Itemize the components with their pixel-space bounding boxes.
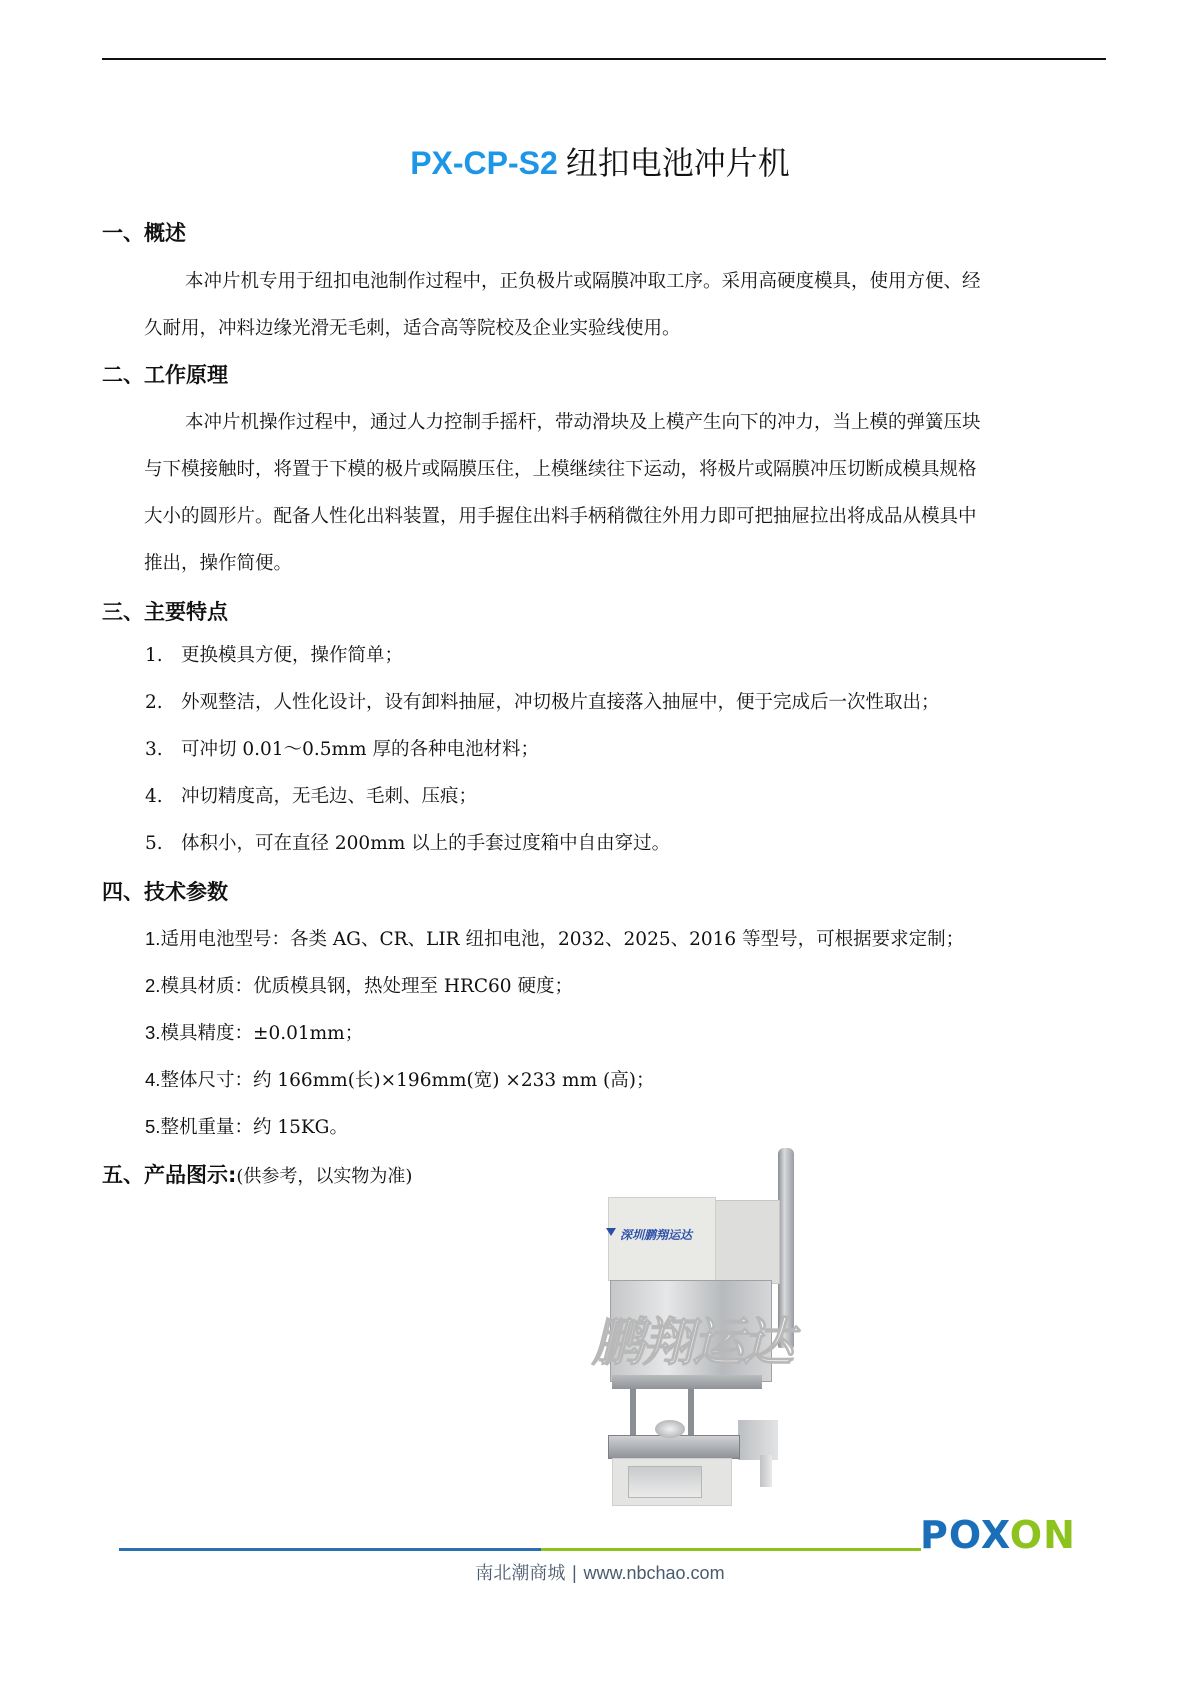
footer-site-link[interactable]: www.nbchao.com xyxy=(583,1563,725,1583)
principle-paragraph xyxy=(144,399,1106,587)
guide-post xyxy=(688,1389,694,1439)
section-heading-features: 三、主要特点 xyxy=(102,600,228,624)
feature-item: 3. 可冲切 0.01～0.5mm 厚的各种电池材料； xyxy=(145,739,539,760)
footer-rule-blue xyxy=(119,1548,541,1551)
footer-text xyxy=(0,1560,1200,1587)
section-heading-principle: 二、工作原理 xyxy=(102,363,228,387)
spec-item: 1.适用电池型号：各类 AG、CR、LIR 纽扣电池，2032、2025、2016 等型号，可根据要求定制； xyxy=(145,928,965,950)
guide-post xyxy=(630,1389,636,1439)
spec-item: 2.模具材质：优质模具钢，热处理至 HRC60 硬度； xyxy=(145,975,573,997)
spec-item: 5.整机重量：约 15KG。 xyxy=(145,1116,348,1138)
base-side xyxy=(738,1420,778,1460)
stand-leg xyxy=(760,1455,772,1487)
paragraph-line: 推出，操作简便。 xyxy=(144,553,293,574)
machine-hood-side xyxy=(714,1200,780,1284)
feature-item: 1. 更换模具方便，操作简单； xyxy=(145,645,404,666)
paragraph-line: 大小的圆形片。配备人性化出料装置，用手握住出料手柄稍微往外用力即可把抽屉拉出将成品从模具中 xyxy=(144,506,977,527)
document-title xyxy=(0,143,1200,183)
header-rule xyxy=(102,58,1106,60)
poxon-logo: POXON xyxy=(920,1513,1076,1557)
paragraph-line: 本冲片机操作过程中，通过人力控制手摇杆，带动滑块及上模产生向下的冲力，当上模的弹簧压块 xyxy=(185,412,981,433)
section-heading-specs: 四、技术参数 xyxy=(102,880,228,904)
feature-item: 4. 冲切精度高，无毛边、毛刺、压痕； xyxy=(145,786,478,807)
footer-separator: | xyxy=(571,1563,578,1584)
feature-item: 2. 外观整洁，人性化设计，设有卸料抽屉，冲切极片直接落入抽屉中，便于完成后一次性取出； xyxy=(145,692,940,713)
footer-rule-green xyxy=(541,1548,921,1551)
model-number: PX-CP-S2 xyxy=(410,145,558,181)
overview-paragraph xyxy=(144,258,1106,352)
footer-site-name: 南北潮商城 xyxy=(475,1563,566,1584)
die-set xyxy=(655,1420,685,1438)
product-name: 纽扣电池冲片机 xyxy=(565,144,790,182)
section-heading-overview: 一、概述 xyxy=(102,221,186,245)
discharge-drawer-opening xyxy=(628,1466,702,1498)
watermark: 鹏翔运达 xyxy=(592,1313,793,1373)
paragraph-line: 与下模接触时，将置于下模的极片或隔膜压住，上模继续往下运动，将极片或隔膜冲压切断成模具规格 xyxy=(144,459,977,480)
paragraph-line: 久耐用，冲料边缘光滑无毛刺，适合高等院校及企业实验线使用。 xyxy=(144,318,681,339)
paragraph-line: 本冲片机专用于纽扣电池制作过程中，正负极片或隔膜冲取工序。采用高硬度模具，使用方便、经 xyxy=(185,271,981,292)
image-note: (供参考，以实物为准) xyxy=(236,1166,413,1187)
die-base-plate xyxy=(608,1435,740,1459)
spec-item: 4.整体尺寸：约 166mm(长)×196mm(宽) ×233 mm (高)； xyxy=(145,1069,655,1091)
section-heading-product-image: 五、产品图示:(供参考，以实物为准) xyxy=(102,1163,413,1187)
machine-brand-label: 深圳鹏翔运达 xyxy=(620,1228,693,1242)
ram-plate xyxy=(612,1375,762,1389)
feature-item: 5. 体积小，可在直径 200mm 以上的手套过度箱中自由穿过。 xyxy=(145,833,671,854)
spec-item: 3.模具精度：±0.01mm； xyxy=(145,1022,364,1044)
